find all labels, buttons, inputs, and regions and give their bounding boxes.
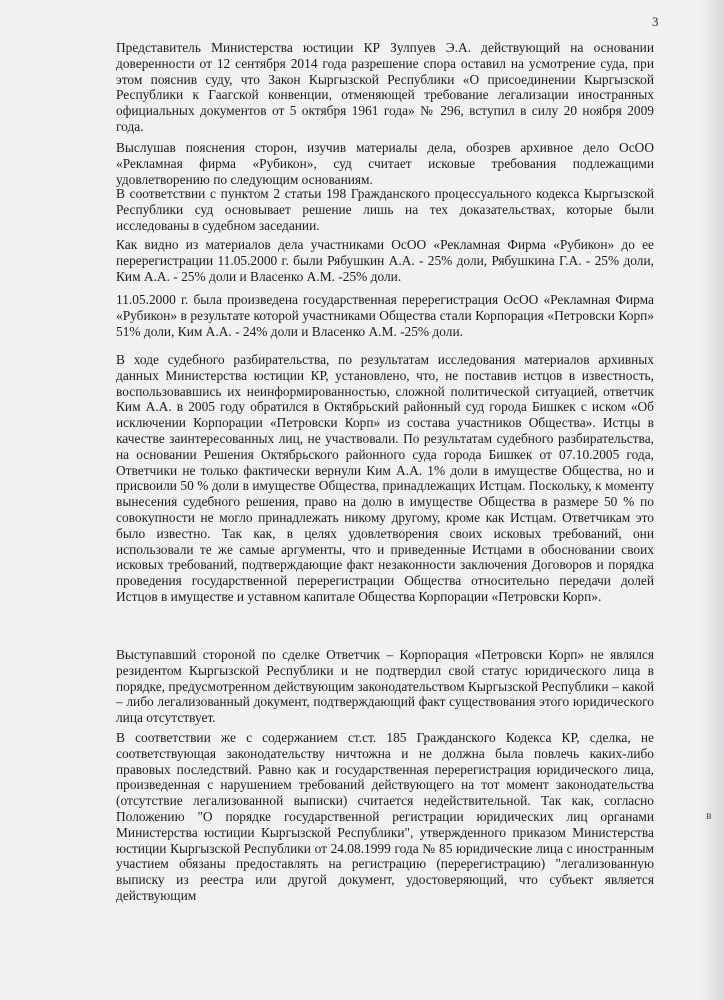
- paragraph-reregistration: 11.05.2000 г. была произведена государственная перерегистрация ОсОО «Рекламная Фирма «Рубикон» в результате которой участниками Общества стали Корпорация «Петровски Корп» 51% доли, Ким А.А. - 24% доли и Власенко А.М. -25% доли.: [116, 292, 654, 339]
- page-edge-shadow: [700, 0, 724, 1000]
- page-number: 3: [652, 14, 659, 29]
- paragraph-procedure-code: В соответствии с пунктом 2 статьи 198 Гражданского процессуального кодекса Кыргызской Республики суд основывает решение лишь на тех доказательствах, которые были исследованы в судебном заседании.: [116, 186, 654, 233]
- paragraph-court-findings: В ходе судебного разбирательства, по результатам исследования материалов архивных данных Министерства юстиции КР, установлено, что, не поставив истцов в известность, воспользовавшись их неинформированностью, сложной политической ситуацией, ответчик Ким А.А. в 2005 году обратился в Октябрьский районный суд города Бишкек с иском «Об исключении Корпорации «Петровски Корп» из состава участников Общества». Истцы в качестве заинтересованных лиц, не участвовали. По результатам судебного разбирательства, на основании Решения Октябрьского районного суда города Бишкек от 07.10.2005 года, Ответчики не только фактически вернули Ким А.А. 1% доли в имуществе Общества, но и присвоили 50 % доли в имуществе Общества, принадлежащих Истцам. Поскольку, к моменту вынесения судебного решения, право на долю в имуществе Общества в размере 50 % по совокупности не могло принадлежать никому другому, кроме как Истцам. Ответчикам это было известно. Так как, в целях удовлетворения своих исковых требований, они использовали те же самые аргументы, что и приведенные Истцами в обосновании своих исковых требований, подтверждающие факт незаконности заключения Договоров и порядка проведения государственной перерегистрации Общества относительно передачи долей Истцов в имуществе и уставном капитале Общества Корпорации «Петровски Корп».: [116, 352, 654, 604]
- paragraph-respondent-status: Выступавший стороной по сделке Ответчик – Корпорация «Петровски Корп» не являлся резидентом Кыргызской Республики и не подтвердил свой статус юридического лица в порядке, предусмотренном действующим законодательством Кыргызской Республики – какой – либо легализованный документ, подтверждающий факт существования этого юридического лица отсутствует.: [116, 647, 654, 726]
- paragraph-hearing: Выслушав пояснения сторон, изучив материалы дела, обозрев архивное дело ОсОО «Рекламная фирма «Рубикон», суд считает исковые требования подлежащими удовлетворению по следующим основаниям.: [116, 140, 654, 187]
- margin-mark: в: [706, 808, 712, 822]
- paragraph-civil-code: В соответствии же с содержанием ст.ст. 185 Гражданского Кодекса КР, сделка, не соответствующая законодательству ничтожна и не должна была повлечь каких-либо правовых последствий. Равно как и государственная перерегистрация юридического лица, произведенная с нарушением требований действующего на тот момент законодательства (отсутствие легализованной выписки) считается недействительной. Так как, согласно Положению "О порядке государственной регистрации юридических лиц органами Министерства юстиции Кыргызской Республики", утвержденного приказом Министерства юстиции Кыргызской Республики от 24.08.1999 года № 85 юридические лица с иностранным участием обязаны предоставлять на регистрацию (перерегистрацию) "легализованную выписку из реестра или другой документ, удостоверяющий, что субъект является действующим: [116, 730, 654, 903]
- paragraph-participants-before: Как видно из материалов дела участниками ОсОО «Рекламная Фирма «Рубикон» до ее перерегистрации 11.05.2000 г. были Рябушкин А.А. - 25% доли, Рябушкина Г.А. - 25% доли, Ким А.А. - 25% доли и Власенко А.М. -25% доли.: [116, 237, 654, 284]
- paragraph-representative: Представитель Министерства юстиции КР Зулпуев Э.А. действующий на основании доверенности от 12 сентября 2014 года разрешение спора оставил на усмотрение суда, при этом пояснив суду, что Закон Кыргызской Республики «О присоединении Кыргызской Республики к Гаагской конвенции, отменяющей требование легализации иностранных официальных документов от 5 октября 1961 года» № 296, вступил в силу 20 ноября 2009 года.: [116, 40, 654, 134]
